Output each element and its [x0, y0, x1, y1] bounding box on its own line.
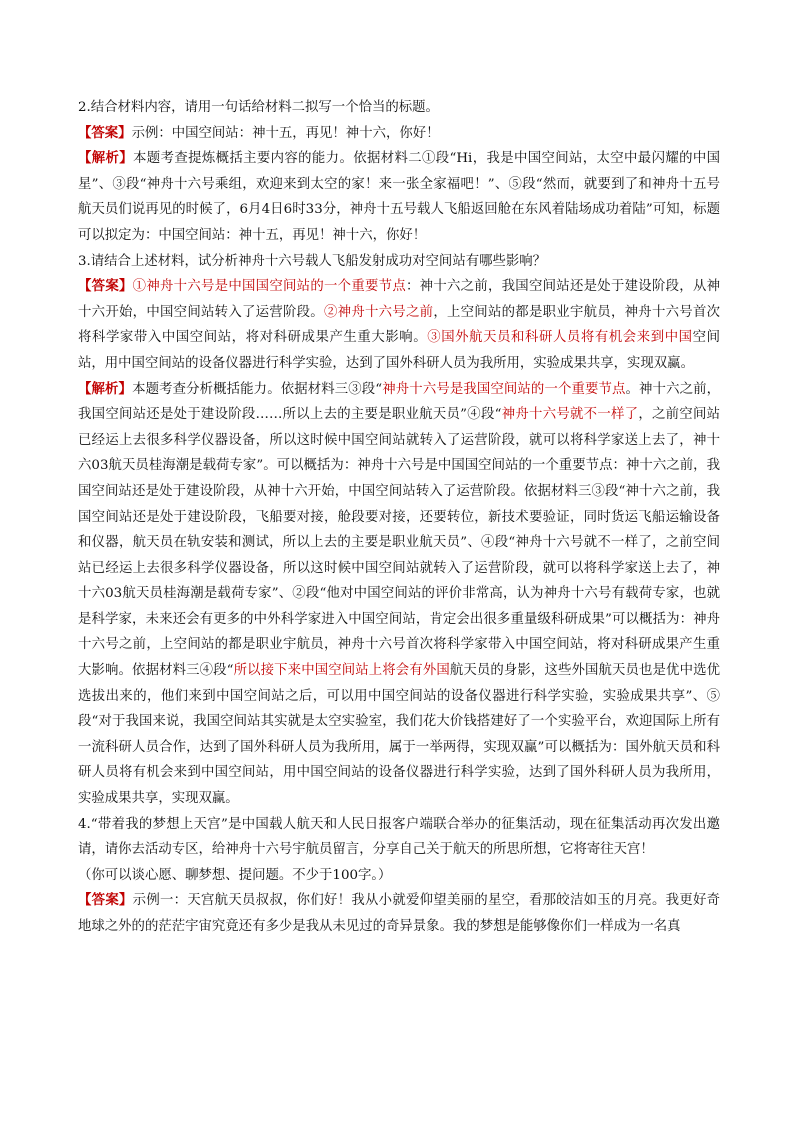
document-body — [78, 95, 720, 940]
analysis-part: 所以接下来中国空间站上将会有外国 — [233, 663, 450, 679]
answer-text: 示例一：天宫航天员叔叔，你们好！我从小就爱仰望美丽的星空，看那皎洁如玉的月亮。我更好奇地球之外的的茫茫宇宙究竟还有多少是我从未见过的奇异景象。我的梦想是能够像你们一样成为一名真 — [78, 893, 721, 934]
analysis-part: 神舟十六号是我国空间站的一个重要节点 — [382, 381, 626, 397]
answer-tag: 【答案】 — [78, 278, 133, 295]
analysis-part: 本题考查分析概括能力。依据材料三③段“ — [132, 381, 383, 397]
answer-part: ③国外航天员和科研人员将有机会来到中国 — [427, 330, 693, 346]
question-4-note: （你可以谈心愿、聊梦想、提问题。不少于100字。） — [78, 867, 392, 883]
analysis-tag: 【解析】 — [78, 380, 133, 397]
question-3: 3.请结合上述材料，试分析神舟十六号载人飞船发射成功对空间站有哪些影响？ — [78, 253, 547, 269]
analysis-tag: 【解析】 — [78, 150, 134, 167]
answer-part: 空间站，用中国空间站的设备仪器进行科学实验，达到了国外科研人员为我所用，实验成果共享，实现双赢。 — [78, 330, 721, 371]
analysis-part: 航天员的身影，这些外国航天员也是优中选优选拔出来的，他们来到中国空间站之后，可以用中国空间站的设备仪器进行科学实验，实验成果共享”、⑤段“对于我国来说，我国空间站其实就是太空实验室，我们花大价钱搭建好了一个实验平台，欢迎国际上所有一流科研人员合作，达到了国外科研人员为我所用，属于一举两得，实现双赢”可以概括为：国外航天员和科研人员将有机会来到中国空间站，用中国空间站的设备仪器进行科学实验，达到了国外科研人员为我所用，实验成果共享，实现双赢。 — [78, 663, 720, 807]
answer-tag: 【答案】 — [78, 124, 132, 141]
answer-2 — [78, 121, 720, 147]
question-2: 2.结合材料内容，请用一句话给材料二拟写一个恰当的标题。 — [78, 100, 439, 115]
analysis-2 — [78, 146, 720, 248]
answer-3 — [78, 274, 720, 376]
answer-3-parts — [78, 279, 720, 371]
analysis-part: 。神十六之前，我国空间站还是处于建设阶段……所以上去的主要是职业航天员”④段“ — [78, 381, 721, 423]
answer-part: ①神舟十六号是中国国空间站的一个重要节点 — [132, 279, 406, 295]
answer-part: ②神舟十六号之前 — [323, 304, 434, 320]
analysis-part: ，之前空间站已经运上去很多科学仪器设备，所以这时候中国空间站就转入了运营阶段，就可以将科学家送上去了，神十六03航天员桂海潮是载荷专家”。可以概括为：神舟十六号是中国国空间站的一个重要节点：神十六之前，我国空间站还是处于建设阶段，从神十六开始，中国空间站转入了运营阶段。依据材料三③段“神十六之前，我国空间站还是处于建设阶段，飞船要对接，舱段要对接，还要转位，新技术要验证，同时货运飞船运输设备和仪器，航天员在轨安装和测试，所以上去的主要是职业航天员”、④段“神舟十六号就不一样了，之前空间站已经运上去很多科学仪器设备，所以这时候中国空间站就转入了运营阶段，就可以将科学家送上去了，神十六03航天员桂海潮是载荷专家”、②段“他对中国空间站的评价非常高，认为神舟十六号有载荷专家，也就是科学家，未来还会有更多的中外科学家进入中国空间站，肯定会出很多重量级科研成果”可以概括为：神舟十六号之前，上空间站的都是职业宇航员，神舟十六号首次将科学家带入中国空间站，将对科研成果产生重大影响。依据材料三④段“ — [78, 407, 720, 679]
analysis-text: 本题考查提炼概括主要内容的能力。依据材料二①段“Hi，我是中国空间站，太空中最闪耀的中国星”、③段“神舟十六号乘组，欢迎来到太空的家！来一张全家福吧！”、⑤段“然而，就要到了和神舟十五号航天员们说再见的时候了，6月4日6时33分，神舟十五号载人飞船返回舱在东风着陆场成功着陆”可知，标题可以拟定为：中国空间站：神十五，再见！神十六，你好！ — [78, 151, 720, 243]
question-4: 4.“带着我的梦想上天宫”是中国载人航天和人民日报客户端联合举办的征集活动，现在征集活动再次发出邀请，请你去活动专区，给神舟十六号宇航员留言，分享自己关于航天的所思所想，它将寄往天宫！ — [78, 816, 720, 858]
analysis-3 — [78, 377, 720, 812]
answer-tag: 【答案】 — [78, 892, 133, 909]
answer-text: 示例：中国空间站：神十五，再见！神十六，你好！ — [131, 125, 440, 141]
answer-4 — [78, 888, 720, 939]
analysis-part: 神舟十六号就不一样了 — [501, 407, 639, 423]
answer-part: ：神十六之前，我国空间站还是处于建设阶段，从神十六开始，中国空间站转入了运营阶段。 — [78, 279, 721, 320]
answer-part: ，上空间站的都是职业宇航员，神舟十六号首次将科学家带入中国空间站，将对科研成果产生重大影响。 — [78, 304, 721, 346]
